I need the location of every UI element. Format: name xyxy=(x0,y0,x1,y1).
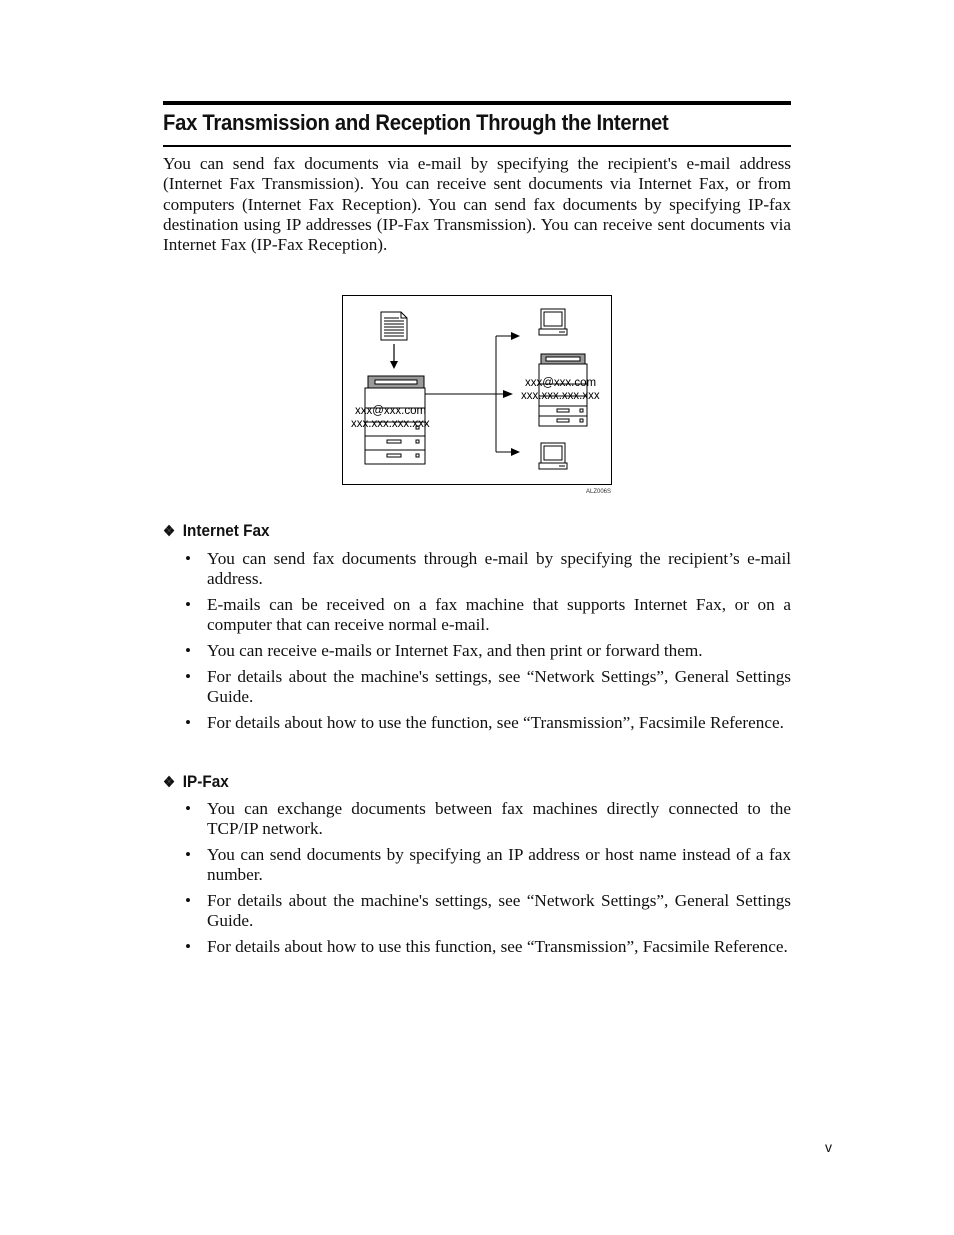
list-item: • You can send fax documents through e-mail by specifying the recipient’s e-mail address. xyxy=(185,549,791,589)
page-title: Fax Transmission and Reception Through the Internet xyxy=(163,110,669,135)
arrow-right-icon xyxy=(511,332,520,340)
section-heading xyxy=(163,521,728,541)
list-item: • You can receive e-mails or Internet Fax, and then print or forward them. xyxy=(185,641,703,661)
receiver-email-label: xxx@xxx.com xyxy=(525,377,597,389)
list-item-text: For details about the machine's settings, see “Network Settings”, General Settings Guide. xyxy=(207,666,791,707)
section-ip-fax xyxy=(163,772,791,963)
receiver-ip-label: xxx.xxx.xxx.xxx xyxy=(521,390,600,402)
page-number: v xyxy=(825,1139,832,1155)
title-rule-bottom xyxy=(163,145,791,147)
list-item: • E-mails can be received on a fax machine that supports Internet Fax, or on a computer that can receive normal e-mail. xyxy=(185,595,791,635)
section-heading xyxy=(163,772,728,792)
list-item-text: You can receive e-mails or Internet Fax, and then print or forward them. xyxy=(207,641,703,661)
list-item: • For details about how to use this function, see “Transmission”, Facsimile Reference. xyxy=(185,937,788,957)
document-icon xyxy=(381,312,407,340)
arrow-right-icon xyxy=(503,390,513,398)
bullet-list xyxy=(163,799,791,958)
computer-icon xyxy=(539,443,567,469)
diamond-bullet-icon: ❖ xyxy=(163,523,176,540)
list-item: • For details about how to use the function, see “Transmission”, Facsimile Reference. xyxy=(185,713,784,733)
list-item-text: For details about how to use this function, see “Transmission”, Facsimile Reference. xyxy=(207,937,788,957)
list-item: • For details about the machine's settings, see “Network Settings”, General Settings Guide. xyxy=(185,666,791,707)
list-item-text: You can send fax documents through e-mail by specifying the recipient’s e-mail address. xyxy=(207,549,791,589)
arrow-down-icon xyxy=(390,344,398,369)
list-item: • You can exchange documents between fax machines directly connected to the TCP/IP network. xyxy=(185,799,791,839)
diamond-bullet-icon: ❖ xyxy=(163,774,176,791)
figure-code: ALZ006S xyxy=(586,489,612,495)
section-heading-text: IP-Fax xyxy=(182,772,229,791)
list-item-text: For details about how to use the function, see “Transmission”, Facsimile Reference. xyxy=(207,713,784,733)
section-heading-text: Internet Fax xyxy=(182,521,270,540)
list-item-text: You can send documents by specifying an IP address or host name instead of a fax number. xyxy=(207,845,791,885)
computer-icon xyxy=(539,309,567,335)
sender-email-label: xxx@xxx.com xyxy=(355,405,427,417)
list-item-text: For details about the machine's settings, see “Network Settings”, General Settings Guide. xyxy=(207,891,791,931)
bullet-list xyxy=(163,549,791,733)
section-internet-fax xyxy=(163,521,791,739)
list-item: • You can send documents by specifying an IP address or host name instead of a fax number. xyxy=(185,845,791,885)
title-rule-top xyxy=(163,101,791,105)
list-item-text: E-mails can be received on a fax machine that supports Internet Fax, or on a computer that can receive normal e-mail. xyxy=(207,595,791,635)
list-item-text: You can exchange documents between fax machines directly connected to the TCP/IP network. xyxy=(207,799,791,839)
fax-diagram xyxy=(342,295,612,485)
arrow-right-icon xyxy=(511,448,520,456)
intro-paragraph: You can send fax documents via e-mail by specifying the recipient's e-mail address (Internet Fax Transmission). You can receive sent documents via Internet Fax, or from computers (Internet Fax Reception). You can send fax documents by specifying IP-fax destination using IP addresses (IP-Fax Transmission). You can receive sent documents via Internet Fax (IP-Fax Reception). xyxy=(163,154,791,255)
list-item: • For details about the machine's settings, see “Network Settings”, General Settings Guide. xyxy=(185,891,791,931)
sender-ip-label: xxx.xxx.xxx.xxx xyxy=(351,418,430,430)
